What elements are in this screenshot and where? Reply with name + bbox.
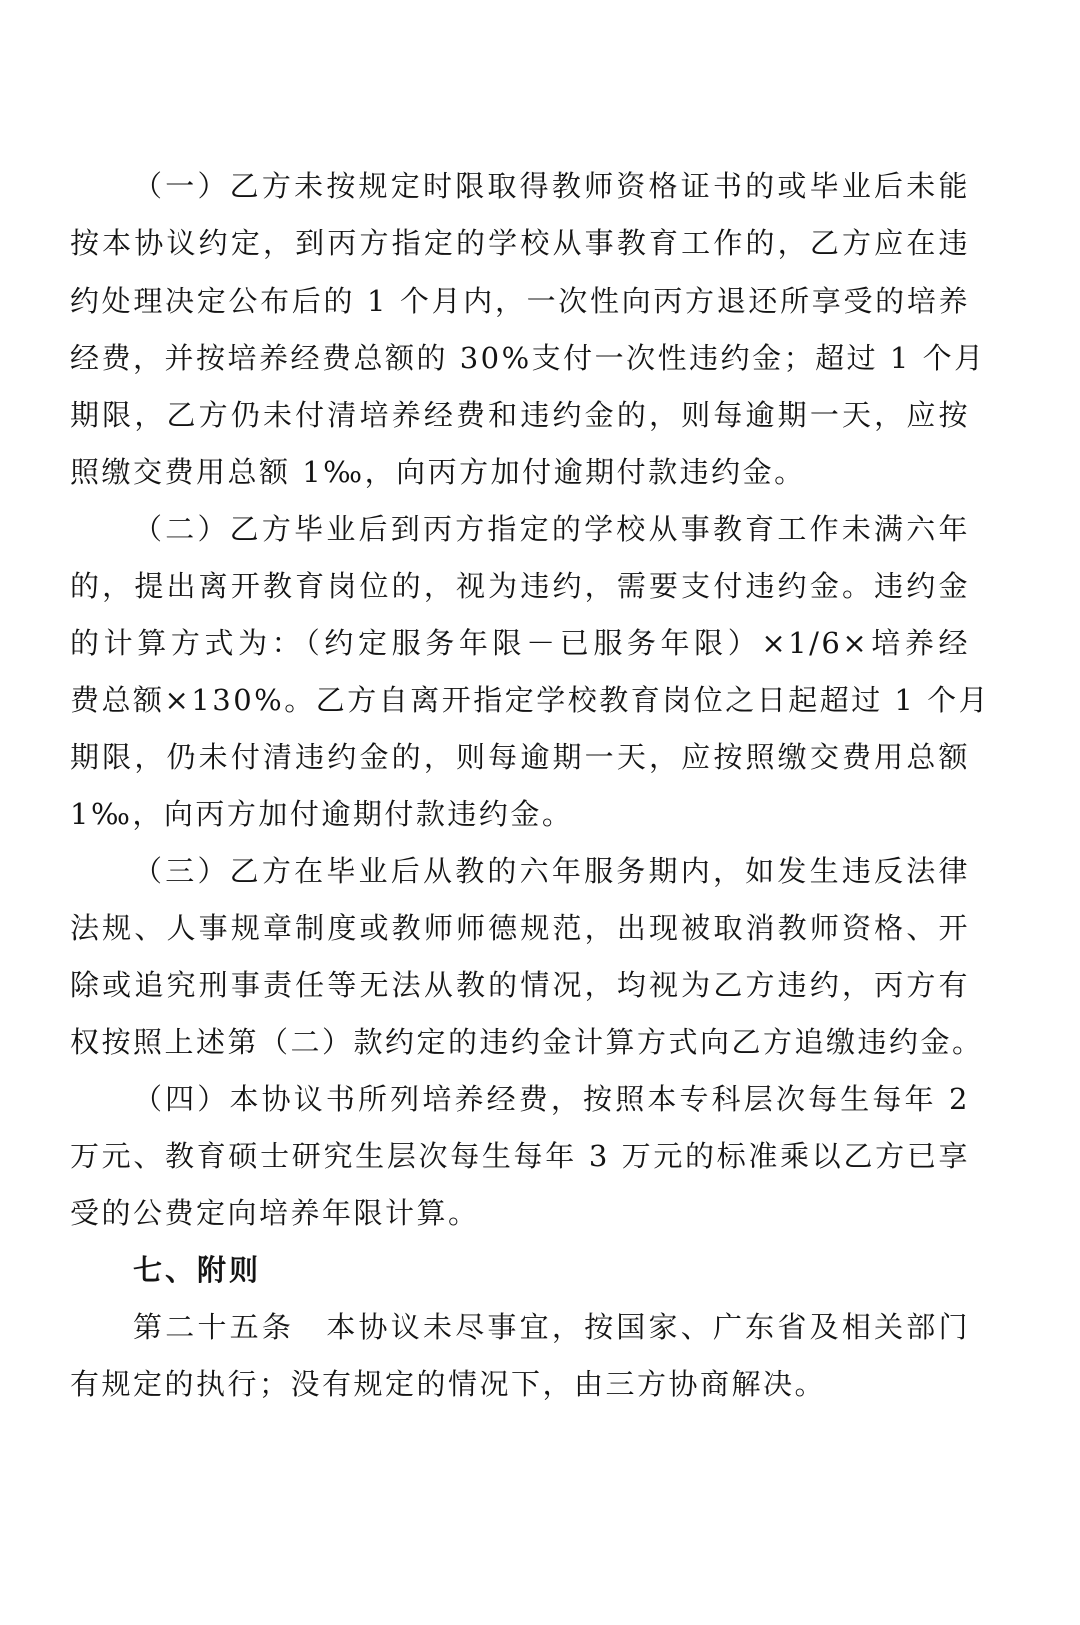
paragraph-2-line-6: 1‰，向丙方加付逾期付款违约金。 <box>70 797 574 831</box>
paragraph-4-line-2: 万元、教育硕士研究生层次每生每年 3 万元的标准乘以乙方已享 <box>70 1139 970 1173</box>
paragraph-2-line-4: 费总额×130%。乙方自离开指定学校教育岗位之日起超过 1 个月 <box>70 683 991 717</box>
paragraph-1-line-5: 期限，乙方仍未付清培养经费和违约金的，则每逾期一天，应按 <box>70 398 970 432</box>
paragraph-1-line-3: 约处理决定公布后的 1 个月内，一次性向丙方退还所享受的培养 <box>70 284 970 318</box>
article-25-line-2: 有规定的执行；没有规定的情况下，由三方协商解决。 <box>70 1367 827 1401</box>
paragraph-3-line-3: 除或追究刑事责任等无法从教的情况，均视为乙方违约，丙方有 <box>70 968 970 1002</box>
paragraph-3-line-4: 权按照上述第（二）款约定的违约金计算方式向乙方追缴违约金。 <box>70 1025 984 1059</box>
article-25-line-1: 第二十五条 本协议未尽事宜，按国家、广东省及相关部门 <box>133 1310 970 1344</box>
paragraph-4-line-1: （四）本协议书所列培养经费，按照本专科层次每生每年 2 <box>133 1082 970 1116</box>
paragraph-2-line-2: 的，提出离开教育岗位的，视为违约，需要支付违约金。违约金 <box>70 569 970 603</box>
paragraph-3-line-2: 法规、人事规章制度或教师师德规范，出现被取消教师资格、开 <box>70 911 970 945</box>
paragraph-1-line-1: （一）乙方未按规定时限取得教师资格证书的或毕业后未能 <box>133 169 970 203</box>
paragraph-1-line-6: 照缴交费用总额 1‰，向丙方加付逾期付款违约金。 <box>70 455 806 489</box>
paragraph-2-line-5: 期限，仍未付清违约金的，则每逾期一天，应按照缴交费用总额 <box>70 740 970 774</box>
section-heading: 七、附则 <box>133 1253 262 1287</box>
paragraph-1-line-4: 经费，并按培养经费总额的 30%支付一次性违约金；超过 1 个月 <box>70 341 986 375</box>
paragraph-1-line-2: 按本协议约定，到丙方指定的学校从事教育工作的，乙方应在违 <box>70 226 970 260</box>
paragraph-2-line-1: （二）乙方毕业后到丙方指定的学校从事教育工作未满六年 <box>133 512 970 546</box>
paragraph-2-line-3: 的计算方式为：（约定服务年限－已服务年限）×1/6×培养经 <box>70 626 970 660</box>
paragraph-3-line-1: （三）乙方在毕业后从教的六年服务期内，如发生违反法律 <box>133 854 970 888</box>
paragraph-4-line-3: 受的公费定向培养年限计算。 <box>70 1196 480 1230</box>
document-page <box>70 0 991 1625</box>
